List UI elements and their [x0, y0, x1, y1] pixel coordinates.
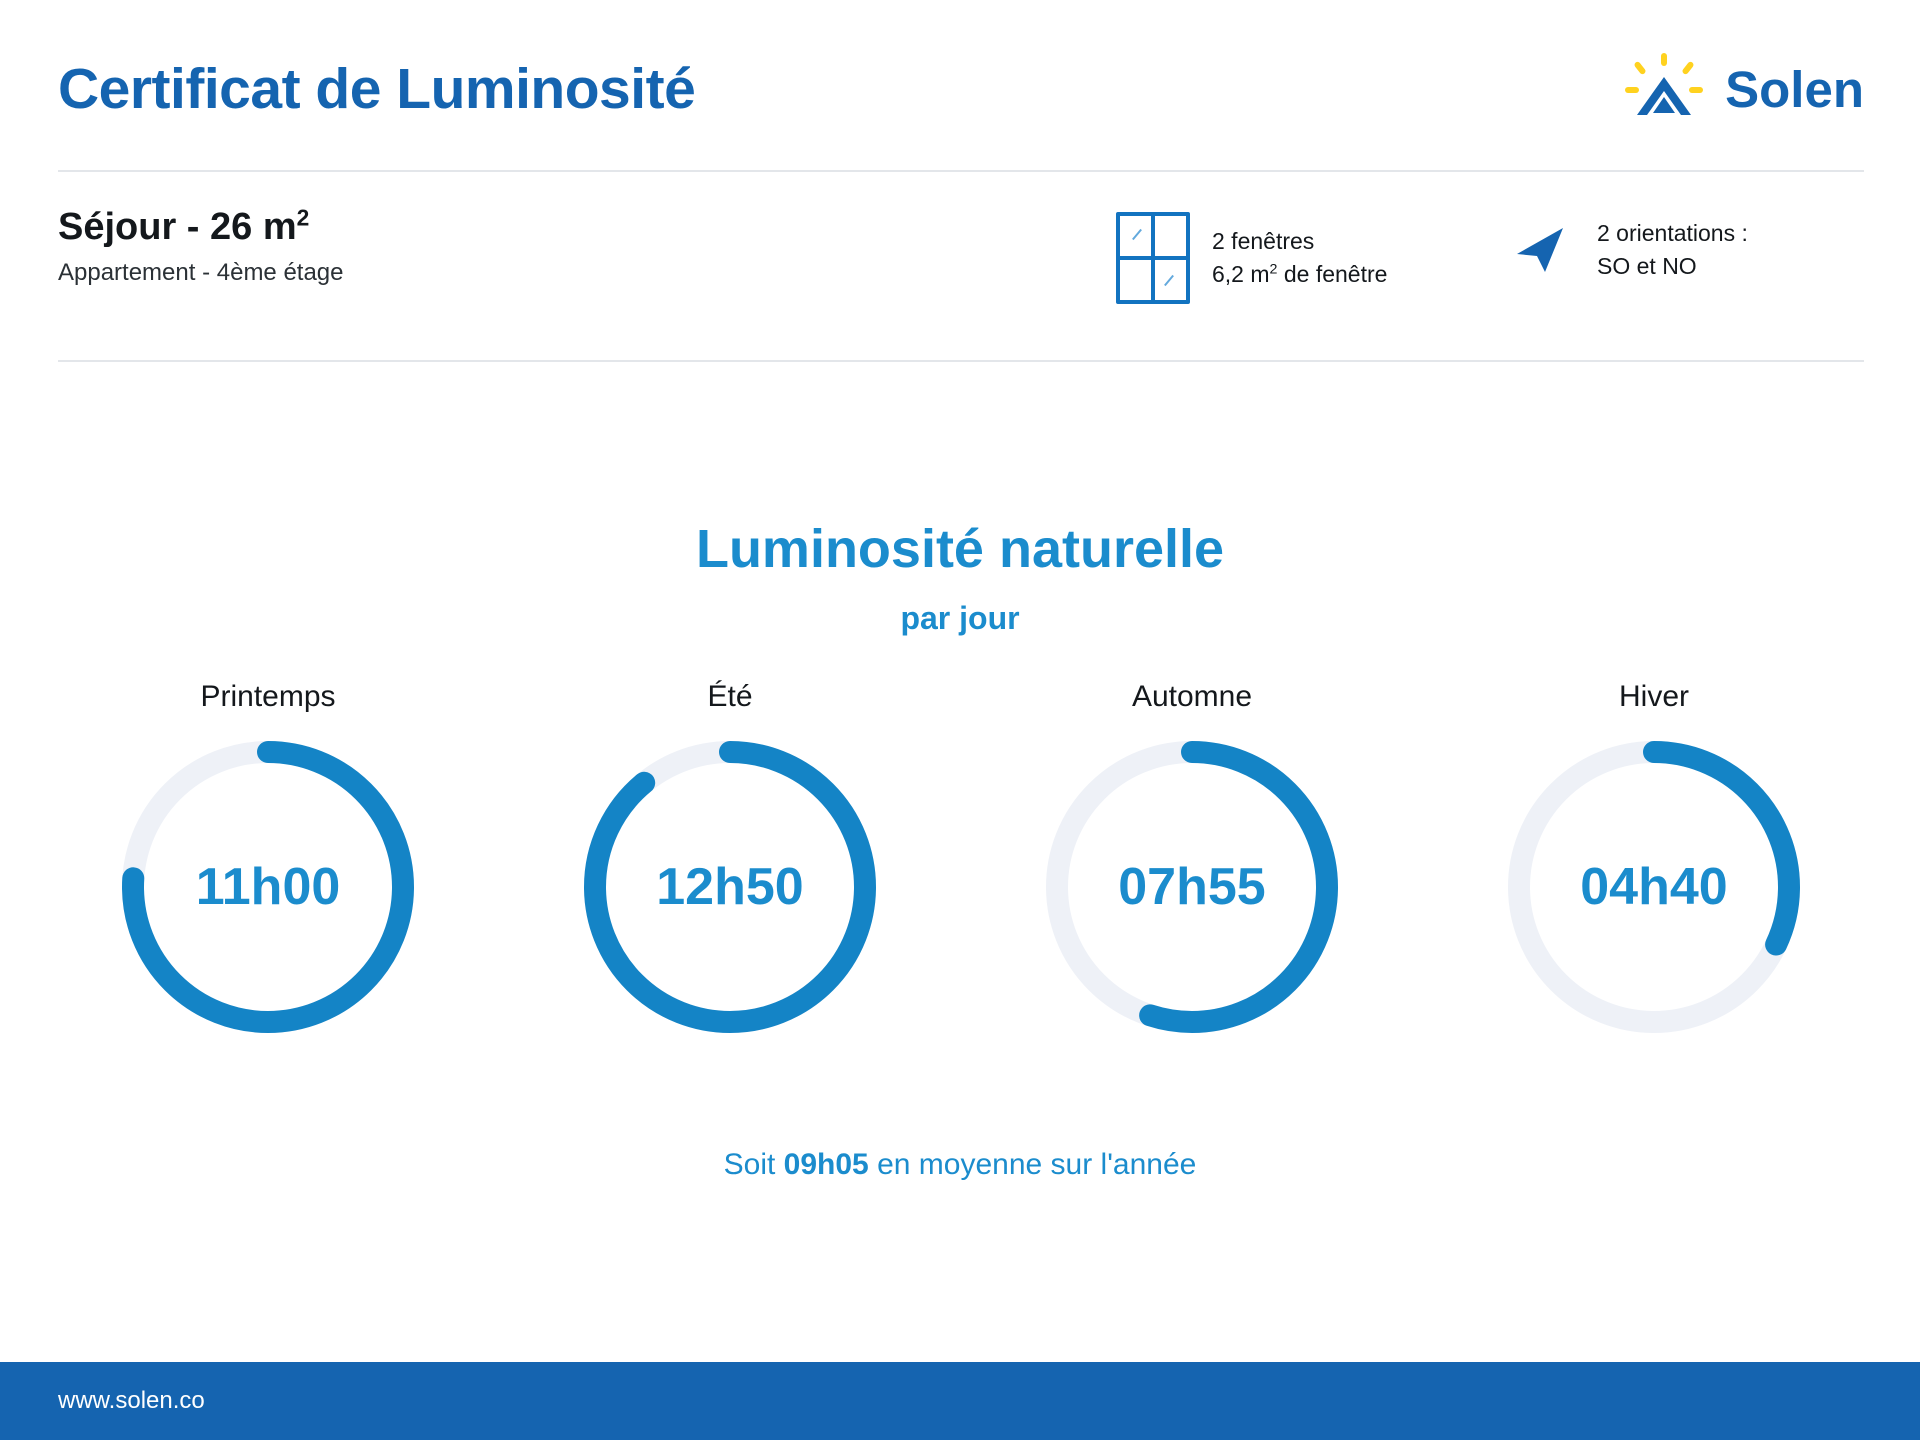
room-summary: [58, 206, 344, 287]
gauge-value: 12h50: [656, 858, 804, 916]
gauge-label: Automne: [1131, 680, 1253, 713]
windows-count: 2 fenêtres: [1212, 228, 1315, 255]
gauge-hiver: [1444, 680, 1864, 1042]
gauge-ring: [1037, 732, 1347, 1042]
windows-fact: [1116, 212, 1387, 304]
orientation-fact-text: [1597, 217, 1748, 282]
brand-logo: [1625, 53, 1864, 125]
sun-house-icon: [1625, 53, 1703, 125]
gauge-automne: [982, 680, 1402, 1042]
average-suffix: en moyenne sur l'année: [868, 1148, 1197, 1181]
room-title-text: Séjour - 26 m: [58, 206, 297, 248]
seasonal-gauges: [58, 680, 1864, 1042]
orientation-count: 2 orientations :: [1597, 220, 1748, 247]
gauge-ring: [575, 732, 885, 1042]
section-title: Luminosité naturelle: [695, 519, 1225, 579]
section-subtitle: par jour: [900, 600, 1020, 636]
average-prefix: Soit: [723, 1148, 784, 1181]
divider-top: [58, 170, 1864, 172]
gauge-value: 07h55: [1118, 858, 1266, 916]
gauge-ring: [113, 732, 423, 1042]
windows-area-suffix: de fenêtre: [1277, 261, 1388, 287]
windows-fact-text: [1212, 225, 1387, 290]
info-bar: [58, 200, 1864, 340]
gauge-label: Printemps: [200, 680, 336, 713]
orientation-values: SO et NO: [1597, 253, 1697, 279]
windows-area-exponent: 2: [1269, 261, 1278, 278]
room-subtitle: Appartement - 4ème étage: [58, 259, 344, 286]
compass-arrow-icon: [1503, 214, 1575, 286]
orientation-fact: [1503, 214, 1748, 286]
gauge-printemps: [58, 680, 478, 1042]
gauge-value: 04h40: [1580, 858, 1728, 916]
gauge-ete: [520, 680, 940, 1042]
room-title-exponent: 2: [296, 204, 310, 231]
average-value: 09h05: [783, 1148, 869, 1181]
room-title: [58, 206, 344, 249]
window-glint-icon: [1132, 229, 1142, 240]
page-footer: [0, 1362, 1920, 1440]
page-header: [58, 34, 1864, 144]
gauge-label: Été: [707, 680, 753, 713]
window-icon: [1116, 212, 1190, 304]
brand-name: Solen: [1725, 60, 1864, 118]
divider-bottom: [58, 360, 1864, 362]
footer-url[interactable]: www.solen.co: [58, 1387, 205, 1414]
page-title: Certificat de Luminosité: [58, 57, 696, 121]
gauge-label: Hiver: [1618, 680, 1689, 713]
window-glint-icon: [1164, 275, 1174, 286]
gauge-value: 11h00: [195, 858, 341, 916]
windows-area-value: 6,2 m: [1212, 261, 1270, 287]
annual-average: [0, 1148, 1920, 1182]
windows-area: [1212, 258, 1387, 291]
gauge-ring: [1499, 732, 1809, 1042]
